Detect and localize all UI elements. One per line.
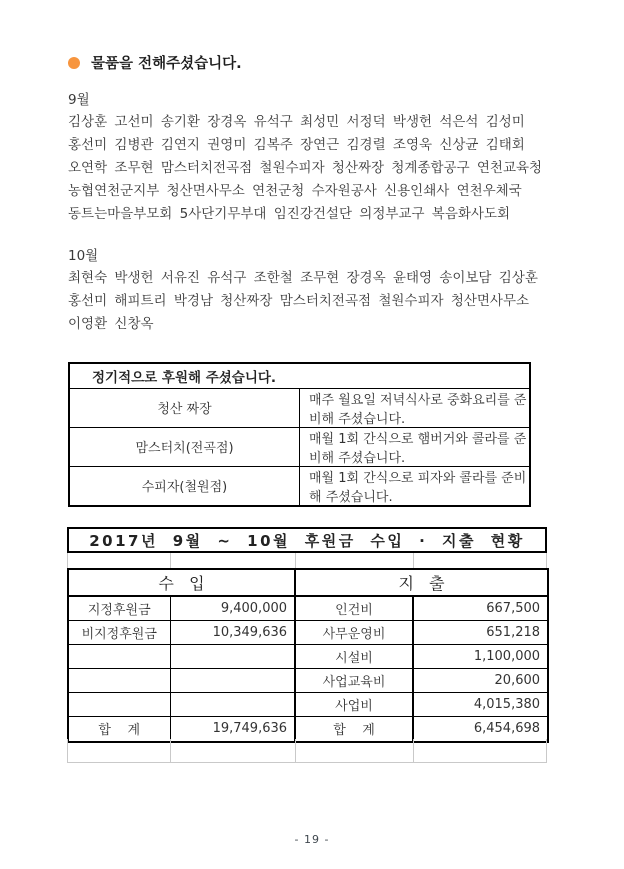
finance-table-top-spacer [67,553,547,568]
section-heading [68,52,242,73]
sponsor-desc-cell: 매월 1회 간식으로 피자와 콜라를 준비해 주셨습니다. [300,466,531,506]
page-number: - 19 - [294,833,330,846]
sponsor-desc-cell: 매월 1회 간식으로 햄버거와 콜라를 준비해 주셨습니다. [300,427,531,466]
spacer-cell [296,553,414,568]
expense-value-cell: 1,100,000 [413,644,548,668]
finance-table-bottom-spacer [67,739,547,763]
expense-value-cell: 667,500 [413,596,548,620]
income-label-cell [68,668,170,692]
expense-label-cell: 사업비 [295,692,413,716]
october-name-list [68,266,568,335]
spacer-cell [296,739,414,762]
spacer-cell [171,553,296,568]
expense-value-cell: 651,218 [413,620,548,644]
spacer-cell [171,739,296,762]
income-value-cell: 10,349,636 [170,620,295,644]
table-row [69,427,530,466]
spacer-cell [68,739,171,762]
income-total-value: 19,749,636 [170,716,295,742]
finance-table [67,568,549,743]
expense-label-cell: 시설비 [295,644,413,668]
expense-total-label: 합 계 [295,716,413,742]
expense-value-cell: 4,015,380 [413,692,548,716]
spacer-cell [414,739,547,762]
income-label-cell [68,644,170,668]
income-label-cell: 비지정후원금 [68,620,170,644]
sponsor-desc-cell: 매주 월요일 저녁식사로 중화요리를 준비해 주셨습니다. [300,388,531,427]
name-line: 최현숙 박생헌 서유진 유석구 조한철 조무현 장경옥 윤태영 송이보담 김상훈 [68,270,538,286]
section-heading-text: 물품을 전해주셨습니다. [91,56,242,72]
regular-table-title: 정기적으로 후원해 주셨습니다. [69,363,530,388]
october-label: 10월 [68,248,99,264]
expense-header: 지 출 [295,569,548,596]
table-row [69,363,530,388]
expense-total-value: 6,454,698 [413,716,548,742]
name-line: 홍선미 김병관 김연지 권영미 김복주 장연근 김경렬 조영욱 신상균 김태회 [68,137,525,153]
orange-bullet-icon [68,57,80,69]
expense-label-cell: 인건비 [295,596,413,620]
name-line: 오연학 조무현 맘스터치전곡점 철원수피자 청산짜장 청계종합공구 연천교육청 [68,160,543,176]
sponsor-name-cell: 청산 짜장 [69,388,300,427]
table-row [69,466,530,506]
september-label: 9월 [68,92,90,108]
name-line: 김상훈 고선미 송기환 장경옥 유석구 최성민 서정덕 박생헌 석은석 김성미 [68,114,525,130]
table-row [68,620,548,644]
income-label-cell [68,692,170,716]
table-header-row [68,569,548,596]
income-header: 수 입 [68,569,295,596]
name-line: 농협연천군지부 청산면사무소 연천군청 수자원공사 신용인쇄사 연천우체국 [68,183,522,199]
table-row [68,692,548,716]
spacer-cell [68,553,171,568]
table-row [68,644,548,668]
finance-table-title: 2017년 9월 ~ 10월 후원금 수입 · 지출 현황 [67,527,547,553]
sponsor-name-cell: 수피자(철원점) [69,466,300,506]
expense-label-cell: 사업교육비 [295,668,413,692]
name-line: 동트는마을부모회 5사단기무부대 임진강건설단 의정부교구 복음화사도회 [68,206,511,222]
regular-sponsors-table [68,362,531,507]
table-row [69,388,530,427]
name-line: 홍선미 해피트리 박경남 청산짜장 맘스터치전곡점 철원수피자 청산면사무소 [68,293,530,309]
income-label-cell: 지정후원금 [68,596,170,620]
spacer-cell [414,553,547,568]
income-total-label: 합 계 [68,716,170,742]
name-line: 이영환 신창옥 [68,316,154,332]
income-value-cell [170,692,295,716]
income-value-cell: 9,400,000 [170,596,295,620]
expense-label-cell: 사무운영비 [295,620,413,644]
income-value-cell [170,668,295,692]
table-row [68,668,548,692]
expense-value-cell: 20,600 [413,668,548,692]
income-value-cell [170,644,295,668]
sponsor-name-cell: 맘스터치(전곡점) [69,427,300,466]
september-name-list [68,110,568,225]
table-row [68,596,548,620]
